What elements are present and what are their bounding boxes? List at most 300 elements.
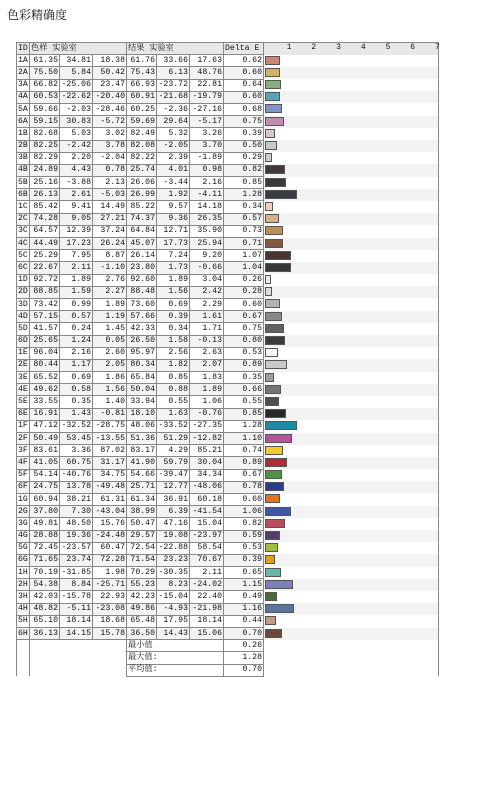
sample-lab-value: -24.48 (93, 530, 127, 542)
delta-e-bar (265, 568, 281, 577)
result-lab-value: 66.93 (127, 79, 157, 91)
result-lab-value: 55.23 (127, 579, 157, 591)
result-lab-value: 3.70 (190, 140, 224, 152)
delta-e-value: 0.74 (224, 445, 264, 457)
sample-lab-value: -2.42 (60, 140, 93, 152)
result-lab-value: 6.13 (157, 67, 190, 79)
delta-e-bar (265, 263, 291, 272)
result-lab-value: 48.76 (190, 67, 224, 79)
delta-e-bar-cell (264, 445, 439, 457)
delta-e-value: 0.59 (224, 530, 264, 542)
sample-lab-value: 3.78 (93, 140, 127, 152)
sample-lab-value: 73.42 (30, 298, 60, 310)
sample-lab-value: 1.98 (93, 567, 127, 579)
result-lab-value: 15.06 (190, 628, 224, 640)
patch-id: 3C (17, 225, 30, 237)
sample-lab-value: 8.84 (60, 579, 93, 591)
result-lab-value: 30.04 (190, 457, 224, 469)
delta-e-bar (265, 129, 275, 138)
table-row (17, 286, 439, 298)
result-lab-value: -23.72 (157, 79, 190, 91)
patch-id: 1H (17, 567, 30, 579)
sample-lab-value: -23.08 (93, 603, 127, 615)
delta-e-bar-cell (264, 457, 439, 469)
sample-lab-value: 18.14 (60, 615, 93, 627)
sample-lab-value: 18.68 (93, 615, 127, 627)
patch-id: 6F (17, 481, 30, 493)
delta-e-value: 0.57 (224, 213, 264, 225)
result-lab-value: 4.01 (157, 164, 190, 176)
delta-e-bar-cell (264, 628, 439, 640)
delta-e-value: 1.16 (224, 603, 264, 615)
sample-lab-value: 70.19 (30, 567, 60, 579)
sample-lab-value: 17.23 (60, 238, 93, 250)
sample-lab-value: 61.35 (30, 55, 60, 67)
sample-lab-value: -5.03 (93, 189, 127, 201)
sample-lab-value: 41.57 (30, 323, 60, 335)
summary-row (17, 640, 439, 652)
result-lab-value: 19.08 (157, 530, 190, 542)
delta-e-bar-cell (264, 286, 439, 298)
delta-e-value: 0.60 (224, 91, 264, 103)
result-lab-value: 71.54 (127, 554, 157, 566)
sample-lab-value: 1.19 (93, 311, 127, 323)
patch-id: 1B (17, 128, 30, 140)
delta-e-bar-cell (264, 579, 439, 591)
result-lab-value: 0.34 (157, 323, 190, 335)
sample-lab-value: 2.61 (60, 189, 93, 201)
table-row (17, 140, 439, 152)
sample-lab-value: 59.66 (30, 103, 60, 115)
result-lab-value: 51.36 (127, 433, 157, 445)
sample-lab-value: 0.69 (60, 372, 93, 384)
sample-lab-value: 22.67 (30, 262, 60, 274)
summary-value: 1.28 (224, 652, 264, 664)
summary-row (17, 664, 439, 676)
result-lab-value: 1.73 (157, 262, 190, 274)
result-lab-value: 42.23 (127, 591, 157, 603)
table-row (17, 225, 439, 237)
result-lab-value: 33.66 (157, 55, 190, 67)
sample-lab-value: -5.11 (60, 603, 93, 615)
result-lab-value: 61.34 (127, 493, 157, 505)
delta-e-value: 0.70 (224, 628, 264, 640)
sample-lab-value: -13.55 (93, 433, 127, 445)
result-lab-value: 59.69 (127, 116, 157, 128)
patch-id: 4G (17, 530, 30, 542)
table-row (17, 542, 439, 554)
sample-lab-value: -32.52 (60, 420, 93, 432)
delta-e-value: 0.39 (224, 128, 264, 140)
result-lab-value: 22.40 (190, 591, 224, 603)
delta-e-bar-cell (264, 518, 439, 530)
patch-id: 5E (17, 396, 30, 408)
result-lab-value: 50.04 (127, 384, 157, 396)
delta-e-value: 0.34 (224, 201, 264, 213)
delta-e-bar (265, 299, 280, 308)
result-lab-value: 1.61 (190, 311, 224, 323)
sample-lab-value: 3.02 (93, 128, 127, 140)
sample-lab-value: 60.53 (30, 91, 60, 103)
result-lab-value: 25.71 (127, 481, 157, 493)
header-sample-lab: 色样 实验室 (30, 43, 127, 55)
sample-lab-value: 26.13 (30, 189, 60, 201)
sample-lab-value: -20.40 (93, 91, 127, 103)
patch-id: 3F (17, 445, 30, 457)
sample-lab-value: 2.05 (93, 359, 127, 371)
page-title: 色彩精确度 (7, 8, 68, 22)
patch-id: 6D (17, 335, 30, 347)
patch-id: 3B (17, 152, 30, 164)
delta-e-bar (265, 531, 280, 540)
patch-id: 2A (17, 67, 30, 79)
result-lab-value: -24.02 (190, 579, 224, 591)
delta-e-value: 0.53 (224, 347, 264, 359)
sample-lab-value: 49.62 (30, 384, 60, 396)
sample-lab-value: 28.88 (30, 530, 60, 542)
sample-lab-value: 4.43 (60, 164, 93, 176)
result-lab-value: 33.94 (127, 396, 157, 408)
result-lab-value: 61.76 (127, 55, 157, 67)
result-lab-value: -21.68 (157, 91, 190, 103)
sample-lab-value: -3.88 (60, 177, 93, 189)
scale-tick-label: 6 (410, 43, 416, 52)
delta-e-value: 0.75 (224, 323, 264, 335)
delta-e-bar (265, 409, 286, 418)
sample-lab-value: 38.21 (60, 493, 93, 505)
sample-lab-value: 59.15 (30, 116, 60, 128)
sample-lab-value: 9.41 (60, 201, 93, 213)
sample-lab-value: -28.75 (93, 420, 127, 432)
sample-lab-value: -40.76 (60, 469, 93, 481)
result-lab-value: 1.71 (190, 323, 224, 335)
result-lab-value: 82.22 (127, 152, 157, 164)
delta-e-bar (265, 312, 282, 321)
sample-lab-value: 24.89 (30, 164, 60, 176)
result-lab-value: 2.42 (190, 286, 224, 298)
result-lab-value: 0.88 (157, 384, 190, 396)
patch-id: 4A (17, 91, 30, 103)
delta-e-bar-cell (264, 433, 439, 445)
delta-e-bar (265, 421, 297, 430)
patch-id: 2B (17, 140, 30, 152)
result-lab-value: -19.79 (190, 91, 224, 103)
sample-lab-value: 2.60 (93, 347, 127, 359)
result-lab-value: -12.82 (190, 433, 224, 445)
result-lab-value: 64.84 (127, 225, 157, 237)
result-lab-value: 9.57 (157, 201, 190, 213)
result-lab-value: 82.49 (127, 128, 157, 140)
result-lab-value: 72.54 (127, 542, 157, 554)
sample-lab-value: 31.17 (93, 457, 127, 469)
delta-e-value: 0.28 (224, 286, 264, 298)
result-lab-value: 70.67 (190, 554, 224, 566)
patch-id: 3D (17, 298, 30, 310)
delta-e-value: 0.80 (224, 335, 264, 347)
summary-value: 0.26 (224, 640, 264, 652)
table-row (17, 335, 439, 347)
delta-e-bar (265, 214, 279, 223)
result-lab-value: 25.74 (127, 164, 157, 176)
patch-id: 4H (17, 603, 30, 615)
sample-lab-value: 2.76 (93, 274, 127, 286)
sample-lab-value: 22.93 (93, 591, 127, 603)
sample-lab-value: 0.58 (60, 384, 93, 396)
sample-lab-value: 8.87 (93, 250, 127, 262)
result-lab-value: 2.39 (157, 152, 190, 164)
delta-e-bar-cell (264, 116, 439, 128)
sample-lab-value: 23.74 (60, 554, 93, 566)
patch-id: 2C (17, 213, 30, 225)
patch-id: 1G (17, 493, 30, 505)
delta-e-value: 0.78 (224, 481, 264, 493)
sample-lab-value: 92.72 (30, 274, 60, 286)
summary-label: 平均值: (127, 664, 224, 676)
patch-id: 1D (17, 274, 30, 286)
delta-e-bar (265, 92, 280, 101)
delta-e-bar-cell (264, 262, 439, 274)
sample-lab-value: 82.68 (30, 128, 60, 140)
table-row (17, 579, 439, 591)
delta-e-value: 0.60 (224, 493, 264, 505)
table-row (17, 530, 439, 542)
sample-lab-value: 61.31 (93, 493, 127, 505)
delta-e-bar (265, 226, 283, 235)
table-row (17, 481, 439, 493)
sample-lab-value: 0.35 (60, 396, 93, 408)
sample-lab-value: -2.03 (60, 103, 93, 115)
delta-e-value: 1.04 (224, 262, 264, 274)
delta-e-bar-cell (264, 615, 439, 627)
delta-e-value: 0.71 (224, 238, 264, 250)
delta-e-bar-cell (264, 567, 439, 579)
result-lab-value: 29.57 (127, 530, 157, 542)
sample-lab-value: 1.24 (60, 335, 93, 347)
sample-lab-value: -28.46 (93, 103, 127, 115)
delta-e-value: 1.10 (224, 433, 264, 445)
result-lab-value: 15.04 (190, 518, 224, 530)
result-lab-value: 18.14 (190, 615, 224, 627)
result-lab-value: 1.58 (157, 335, 190, 347)
sample-lab-value: -25.71 (93, 579, 127, 591)
sample-lab-value: 2.16 (60, 347, 93, 359)
sample-lab-value: 25.16 (30, 177, 60, 189)
delta-e-value: 1.28 (224, 189, 264, 201)
patch-id: 6A (17, 116, 30, 128)
sample-lab-value: -2.04 (93, 152, 127, 164)
delta-e-bar-cell (264, 274, 439, 286)
patch-id: 1C (17, 201, 30, 213)
delta-e-value: 0.62 (224, 55, 264, 67)
scale-tick-label: 7 (435, 43, 440, 52)
patch-id: 1F (17, 420, 30, 432)
table-row (17, 238, 439, 250)
patch-id: 2D (17, 286, 30, 298)
delta-e-bar (265, 348, 278, 357)
delta-e-bar-cell (264, 213, 439, 225)
delta-e-bar (265, 580, 293, 589)
result-lab-value: 2.07 (190, 359, 224, 371)
result-lab-value: -21.98 (190, 603, 224, 615)
sample-lab-value: 60.47 (93, 542, 127, 554)
delta-e-value: 0.67 (224, 311, 264, 323)
delta-e-bar (265, 458, 287, 467)
result-lab-value: 1.06 (190, 396, 224, 408)
delta-e-value: 1.06 (224, 506, 264, 518)
delta-e-bar-cell (264, 164, 439, 176)
patch-id: 3H (17, 591, 30, 603)
result-lab-value: -3.44 (157, 177, 190, 189)
delta-e-value: 0.82 (224, 518, 264, 530)
result-lab-value: -0.66 (190, 262, 224, 274)
result-lab-value: -30.35 (157, 567, 190, 579)
sample-lab-value: 42.03 (30, 591, 60, 603)
delta-e-value: 0.89 (224, 359, 264, 371)
sample-lab-value: 0.99 (60, 298, 93, 310)
sample-lab-value: 85.42 (30, 201, 60, 213)
table-row (17, 67, 439, 79)
sample-lab-value: 64.57 (30, 225, 60, 237)
result-lab-value: -27.16 (190, 103, 224, 115)
patch-id: 4C (17, 238, 30, 250)
sample-lab-value: 15.78 (93, 628, 127, 640)
table-row (17, 116, 439, 128)
result-lab-value: 36.50 (127, 628, 157, 640)
result-lab-value: 80.34 (127, 359, 157, 371)
result-lab-value: 0.55 (157, 396, 190, 408)
header-delta-e: Delta E (224, 43, 264, 55)
sample-lab-value: 3.36 (60, 445, 93, 457)
sample-lab-value: 2.11 (60, 262, 93, 274)
delta-e-bar (265, 239, 283, 248)
table-row (17, 372, 439, 384)
delta-e-bar-cell (264, 140, 439, 152)
summary-blank (264, 652, 439, 664)
sample-lab-value: 49.81 (30, 518, 60, 530)
result-lab-value: 17.63 (190, 55, 224, 67)
result-lab-value: 47.16 (157, 518, 190, 530)
delta-e-bar-cell (264, 91, 439, 103)
delta-e-value: 0.29 (224, 152, 264, 164)
sample-lab-value: 37.24 (93, 225, 127, 237)
table-row (17, 347, 439, 359)
table-row (17, 469, 439, 481)
result-lab-value: 12.77 (157, 481, 190, 493)
sample-lab-value: -15.78 (60, 591, 93, 603)
sample-lab-value: 14.15 (60, 628, 93, 640)
result-lab-value: 14.43 (157, 628, 190, 640)
result-lab-value: 3.04 (190, 274, 224, 286)
result-lab-value: 4.29 (157, 445, 190, 457)
result-lab-value: -4.93 (157, 603, 190, 615)
result-lab-value: 83.17 (127, 445, 157, 457)
sample-lab-value: 74.28 (30, 213, 60, 225)
sample-lab-value: 0.78 (93, 164, 127, 176)
sample-lab-value: 50.42 (93, 67, 127, 79)
sample-lab-value: 57.15 (30, 311, 60, 323)
delta-e-bar (265, 202, 273, 211)
color-accuracy-table (16, 42, 439, 677)
table-row (17, 433, 439, 445)
sample-lab-value: 1.89 (93, 298, 127, 310)
patch-id: 5F (17, 469, 30, 481)
result-lab-value: 29.64 (157, 116, 190, 128)
delta-e-bar-cell (264, 384, 439, 396)
sample-lab-value: 1.45 (93, 323, 127, 335)
sample-lab-value: 54.38 (30, 579, 60, 591)
result-lab-value: 8.23 (157, 579, 190, 591)
sample-lab-value: 34.75 (93, 469, 127, 481)
delta-e-bar-cell (264, 177, 439, 189)
summary-blank (30, 640, 127, 652)
result-lab-value: 22.81 (190, 79, 224, 91)
delta-e-bar-cell (264, 128, 439, 140)
result-lab-value: 12.71 (157, 225, 190, 237)
delta-e-bar (265, 446, 283, 455)
result-lab-value: 26.99 (127, 189, 157, 201)
sample-lab-value: 96.04 (30, 347, 60, 359)
delta-e-value: 0.26 (224, 274, 264, 286)
table-row (17, 603, 439, 615)
delta-e-bar-cell (264, 506, 439, 518)
delta-e-bar-cell (264, 493, 439, 505)
sample-lab-value: 1.86 (93, 372, 127, 384)
delta-e-bar-cell (264, 408, 439, 420)
table-row (17, 311, 439, 323)
delta-e-bar (265, 519, 285, 528)
sample-lab-value: 25.29 (30, 250, 60, 262)
result-lab-value: 26.50 (127, 335, 157, 347)
sample-lab-value: 47.12 (30, 420, 60, 432)
result-lab-value: 26.14 (127, 250, 157, 262)
sample-lab-value: -22.62 (60, 91, 93, 103)
table-row (17, 152, 439, 164)
delta-e-bar-cell (264, 372, 439, 384)
sample-lab-value: 65.52 (30, 372, 60, 384)
delta-e-bar (265, 397, 279, 406)
delta-e-value: 0.85 (224, 177, 264, 189)
sample-lab-value: 83.61 (30, 445, 60, 457)
summary-blank (17, 652, 30, 664)
table-row (17, 518, 439, 530)
delta-e-bar-cell (264, 323, 439, 335)
result-lab-value: 9.36 (157, 213, 190, 225)
result-lab-value: 35.90 (190, 225, 224, 237)
scale-tick-label: 2 (311, 43, 317, 52)
result-lab-value: -15.04 (157, 591, 190, 603)
result-lab-value: 2.16 (190, 177, 224, 189)
patch-id: 6H (17, 628, 30, 640)
sample-lab-value: 0.24 (60, 323, 93, 335)
result-lab-value: 1.63 (157, 408, 190, 420)
result-lab-value: 26.35 (190, 213, 224, 225)
delta-e-bar (265, 56, 280, 65)
result-lab-value: 0.39 (157, 311, 190, 323)
result-lab-value: 7.24 (157, 250, 190, 262)
result-lab-value: 2.63 (190, 347, 224, 359)
header-id: ID (17, 43, 30, 55)
result-lab-value: 18.10 (127, 408, 157, 420)
delta-e-bar (265, 275, 271, 284)
sample-lab-value: 87.02 (93, 445, 127, 457)
sample-lab-value: 5.84 (60, 67, 93, 79)
sample-lab-value: 34.81 (60, 55, 93, 67)
delta-e-bar (265, 178, 286, 187)
result-lab-value: -48.06 (190, 481, 224, 493)
result-lab-value: 17.73 (157, 238, 190, 250)
scale-tick-label: 5 (385, 43, 391, 52)
delta-e-value: 0.44 (224, 615, 264, 627)
